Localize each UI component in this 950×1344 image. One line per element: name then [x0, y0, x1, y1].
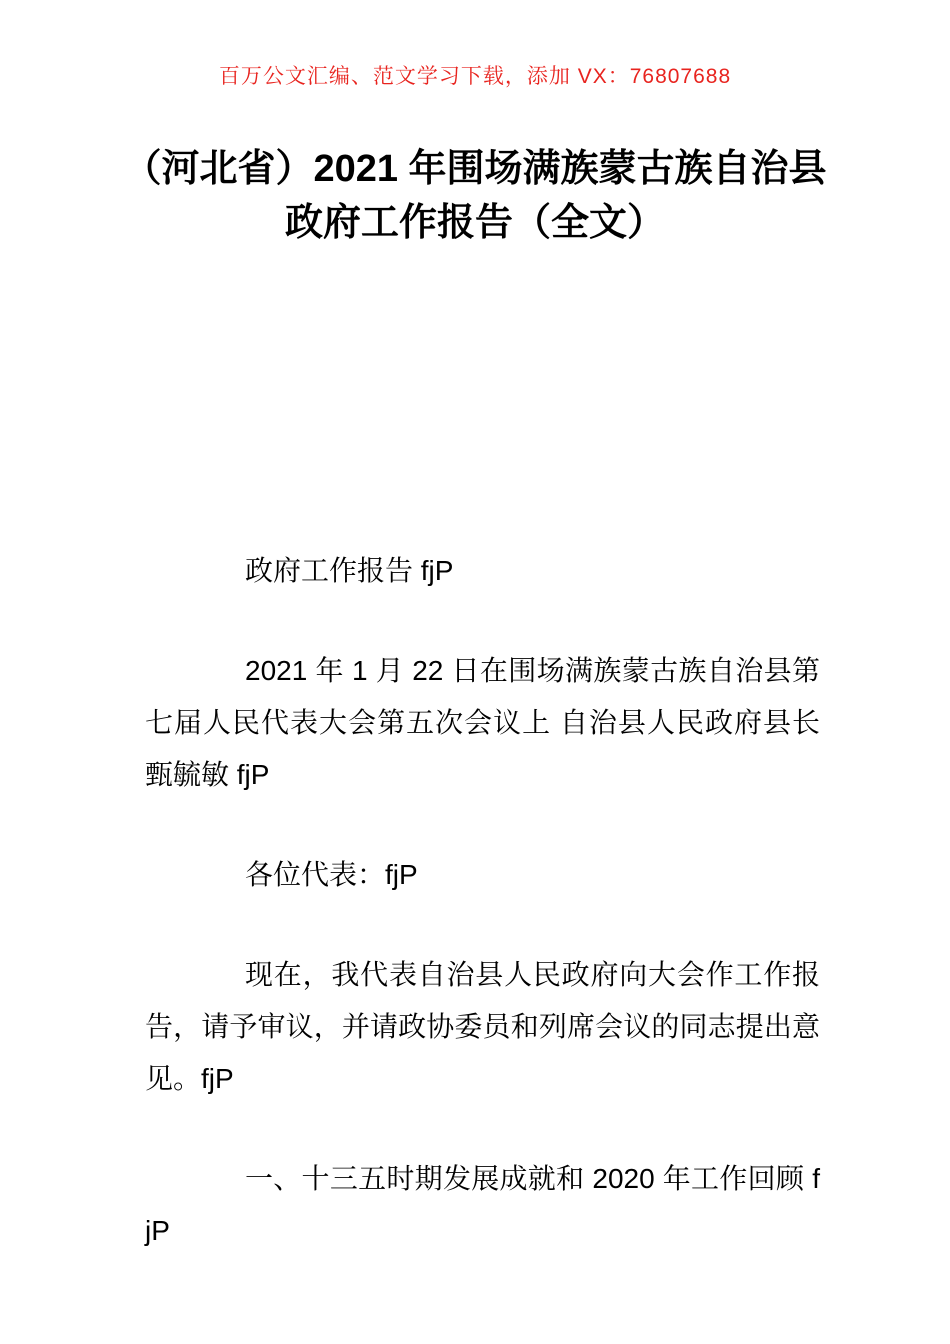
paragraph-salutation: 各位代表：fjP: [245, 859, 418, 890]
document-body: [145, 545, 820, 1305]
document-title: [70, 142, 880, 250]
document-title-line-1: （河北省）2021 年围场满族蒙古族自治县: [123, 148, 827, 190]
paragraph-introduction: 现在，我代表自治县人民政府向大会作工作报告，请予审议，并请政协委员和列席会议的同志提出意见。fjP: [145, 959, 820, 1094]
paragraph-report-byline: 2021 年 1 月 22 日在围场满族蒙古族自治县第七届人民代表大会第五次会议上 自治县人民政府县长甄毓敏 fjP: [145, 655, 820, 790]
promo-banner-text: 百万公文汇编、范文学习下载，添加 VX：76807688: [218, 65, 732, 88]
document-title-line-2: 政府工作报告（全文）: [284, 202, 665, 244]
paragraph-section-one-heading: 一、十三五时期发展成就和 2020 年工作回顾 fjP: [145, 1163, 820, 1246]
paragraph-report-heading: 政府工作报告 fjP: [245, 555, 454, 586]
